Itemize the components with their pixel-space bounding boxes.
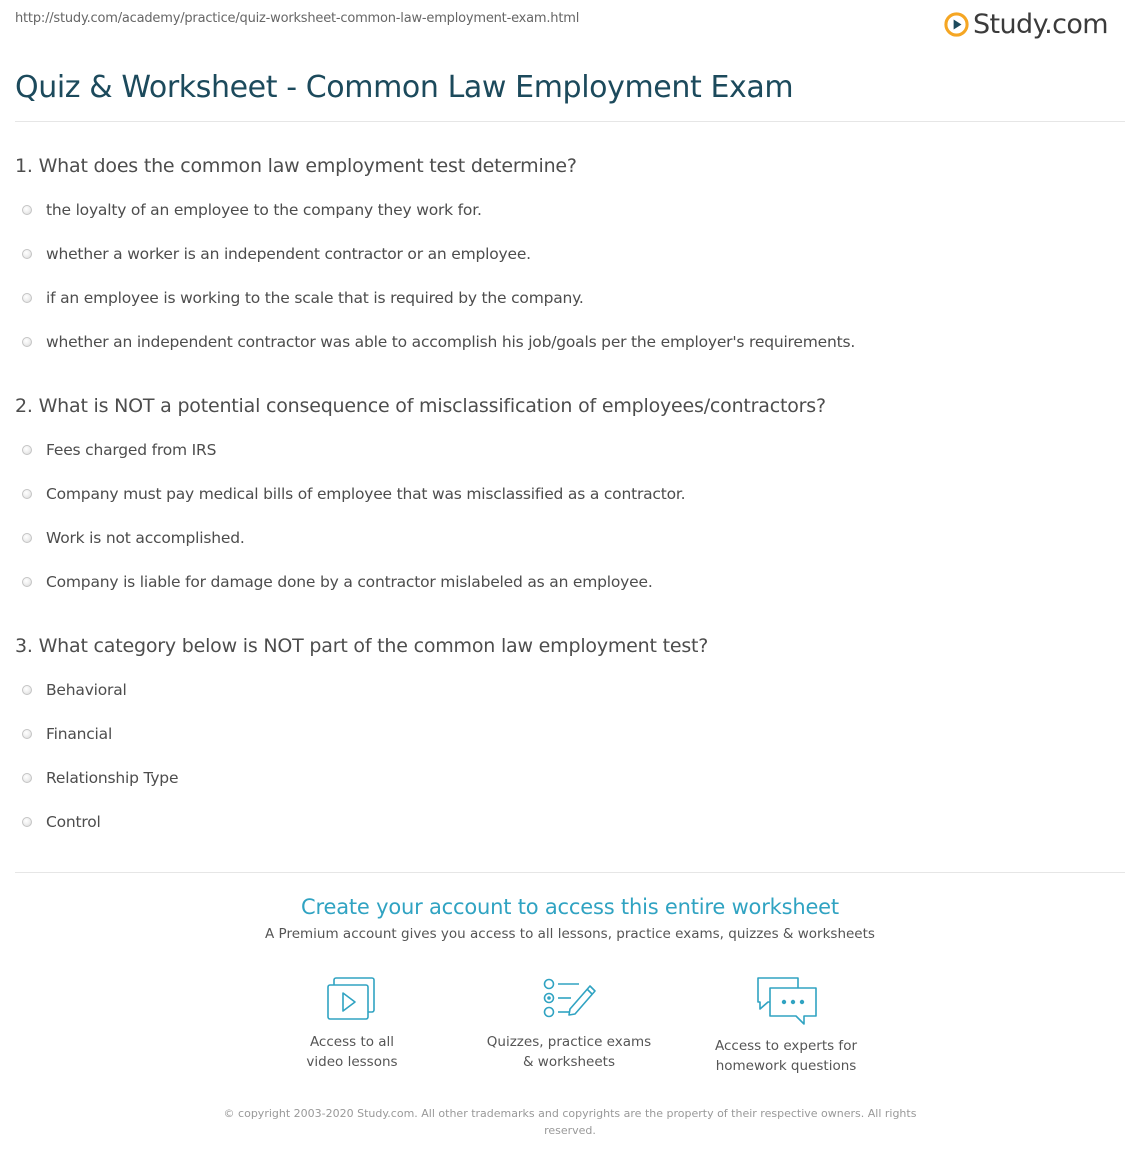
feature-label-line: & worksheets (522, 1054, 615, 1070)
page-title: Quiz & Worksheet - Common Law Employment Exam (15, 70, 794, 105)
option-label: if an employee is working to the scale that is required by the company. (46, 289, 584, 307)
page-url: http://study.com/academy/practice/quiz-worksheet-common-law-employment-exam.html (15, 11, 580, 26)
question-1: 1. What does the common law employment test determine? (15, 155, 577, 177)
option-label: Company must pay medical bills of employee that was misclassified as a contractor. (46, 485, 686, 503)
feature-label-line: video lessons (306, 1054, 398, 1070)
radio-button[interactable] (22, 445, 32, 455)
option-label: Financial (46, 725, 113, 743)
radio-button[interactable] (22, 773, 32, 783)
feature-experts (686, 976, 886, 1076)
option-label: Work is not accomplished. (46, 529, 245, 547)
feature-label-line: homework questions (715, 1058, 857, 1074)
radio-button[interactable] (22, 577, 32, 587)
feature-quizzes (469, 976, 669, 1072)
option-label: Relationship Type (46, 769, 179, 787)
option-label: Fees charged from IRS (46, 441, 217, 459)
answer-option[interactable] (22, 244, 531, 264)
play-circle-icon (944, 12, 969, 37)
radio-button[interactable] (22, 489, 32, 499)
answer-option[interactable] (22, 768, 178, 788)
radio-button[interactable] (22, 337, 32, 347)
answer-option[interactable] (22, 724, 112, 744)
study-logo[interactable] (944, 6, 1108, 42)
radio-button[interactable] (22, 817, 32, 827)
radio-button[interactable] (22, 533, 32, 543)
option-label: Control (46, 813, 101, 831)
option-label: the loyalty of an employee to the company they work for. (46, 201, 482, 219)
radio-button[interactable] (22, 293, 32, 303)
feature-label-line: Access to experts for (714, 1038, 857, 1054)
answer-option[interactable] (22, 572, 653, 592)
feature-video-lessons (252, 976, 452, 1072)
answer-option[interactable] (22, 440, 216, 460)
create-account-link[interactable]: Create your account to access this entire worksheet (301, 895, 839, 919)
divider (15, 872, 1125, 873)
video-lessons-icon (326, 976, 378, 1022)
answer-option[interactable] (22, 200, 482, 220)
radio-button[interactable] (22, 685, 32, 695)
option-label: whether a worker is an independent contractor or an employee. (46, 245, 531, 263)
answer-option[interactable] (22, 812, 101, 832)
premium-description: A Premium account gives you access to all lessons, practice exams, quizzes & worksheets (265, 926, 875, 942)
radio-button[interactable] (22, 249, 32, 259)
copyright-footer: © copyright 2003-2020 Study.com. All other trademarks and copyrights are the property of their respective owners. All rights reserved. (223, 1107, 917, 1137)
option-label: Company is liable for damage done by a contractor mislabeled as an employee. (46, 573, 653, 591)
option-label: Behavioral (46, 681, 127, 699)
question-2: 2. What is NOT a potential consequence of misclassification of employees/contractors? (15, 395, 826, 417)
answer-option[interactable] (22, 680, 127, 700)
answer-option[interactable] (22, 332, 855, 352)
feature-label-line: Quizzes, practice exams (486, 1034, 652, 1050)
logo-text: Study.com (973, 8, 1108, 40)
feature-label-line: Access to all (309, 1034, 395, 1050)
radio-button[interactable] (22, 729, 32, 739)
divider (15, 121, 1125, 122)
answer-option[interactable] (22, 528, 245, 548)
quiz-checklist-icon (541, 976, 597, 1022)
radio-button[interactable] (22, 205, 32, 215)
option-label: whether an independent contractor was able to accomplish his job/goals per the employer's requirements. (46, 333, 856, 351)
answer-option[interactable] (22, 484, 685, 504)
answer-option[interactable] (22, 288, 584, 308)
question-3: 3. What category below is NOT part of the common law employment test? (15, 635, 709, 657)
chat-bubbles-icon (754, 976, 818, 1026)
